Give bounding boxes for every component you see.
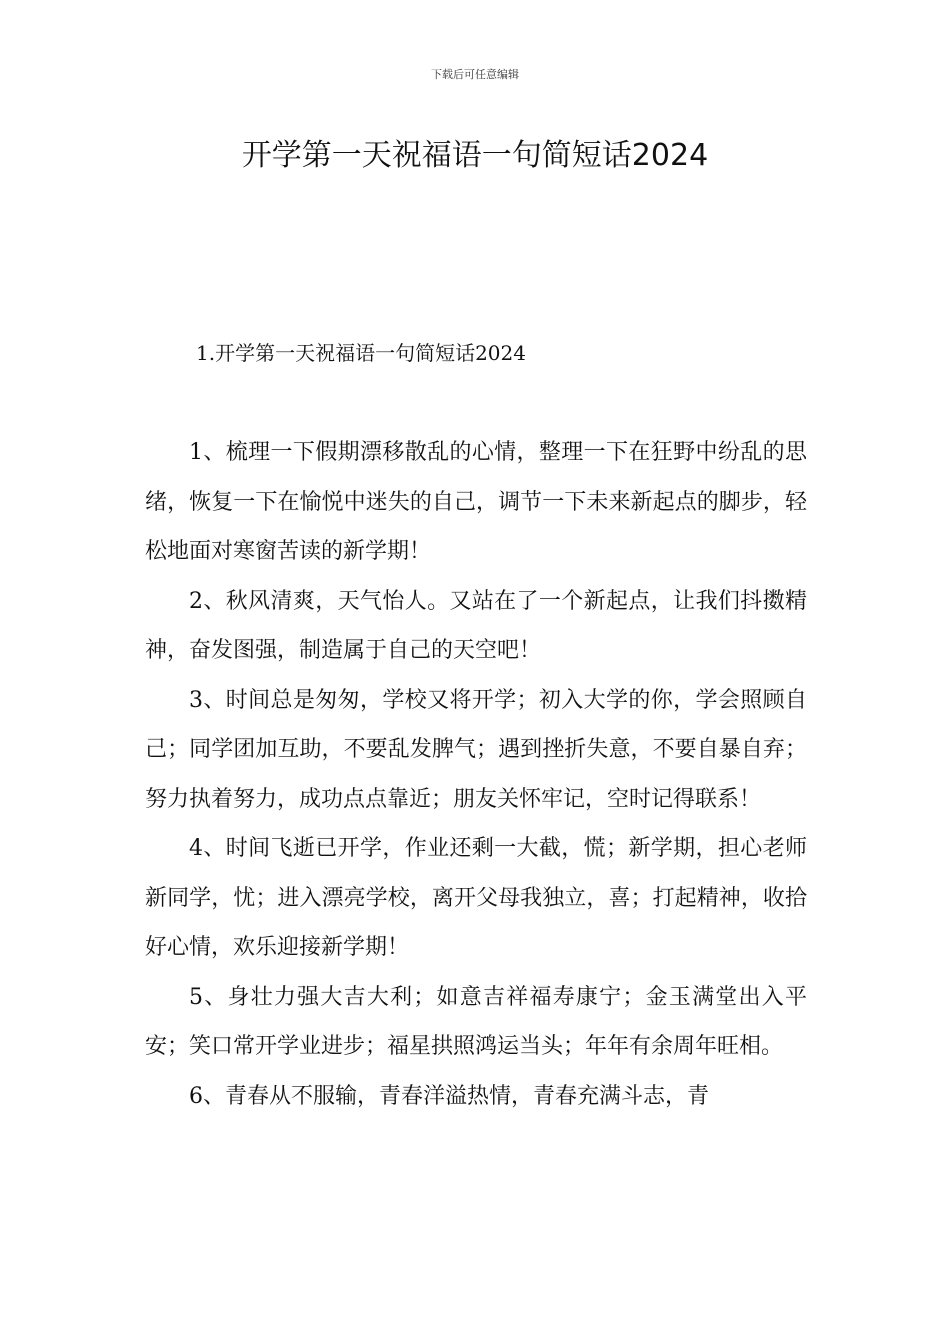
document-title: 开学第一天祝福语一句简短话2024 [241,138,709,173]
body-text [145,428,807,1121]
paragraph-6: 6、青春从不服输，青春洋溢热情，青春充满斗志，青 [189,1083,709,1109]
paragraph-1: 1、梳理一下假期漂移散乱的心情，整理一下在狂野中纷乱的思绪，恢复一下在愉悦中迷失的自己，调节一下未来新起点的脚步，轻松地面对寒窗苦读的新学期！ [145,440,807,564]
paragraph-2: 2、秋风清爽，天气怡人。又站在了一个新起点，让我们抖擞精神，奋发图强，制造属于自己的天空吧！ [145,588,807,663]
header-note: 下载后可任意编辑 [431,68,519,81]
paragraph-3: 3、时间总是匆匆，学校又将开学；初入大学的你，学会照顾自己；同学团加互助，不要乱发脾气；遇到挫折失意，不要自暴自弃；努力执着努力，成功点点靠近；朋友关怀牢记，空时记得联系！ [145,687,807,812]
section-heading: 1.开学第一天祝福语一句简短话2024 [196,341,526,365]
paragraph-4: 4、时间飞逝已开学，作业还剩一大截，慌；新学期，担心老师新同学，忧；进入漂亮学校，离开父母我独立，喜；打起精神，收拾好心情，欢乐迎接新学期！ [145,836,807,960]
paragraph-5: 5、身壮力强大吉大利；如意吉祥福寿康宁；金玉满堂出入平安；笑口常开学业进步；福星拱照鸿运当头；年年有余周年旺相。 [145,984,807,1059]
